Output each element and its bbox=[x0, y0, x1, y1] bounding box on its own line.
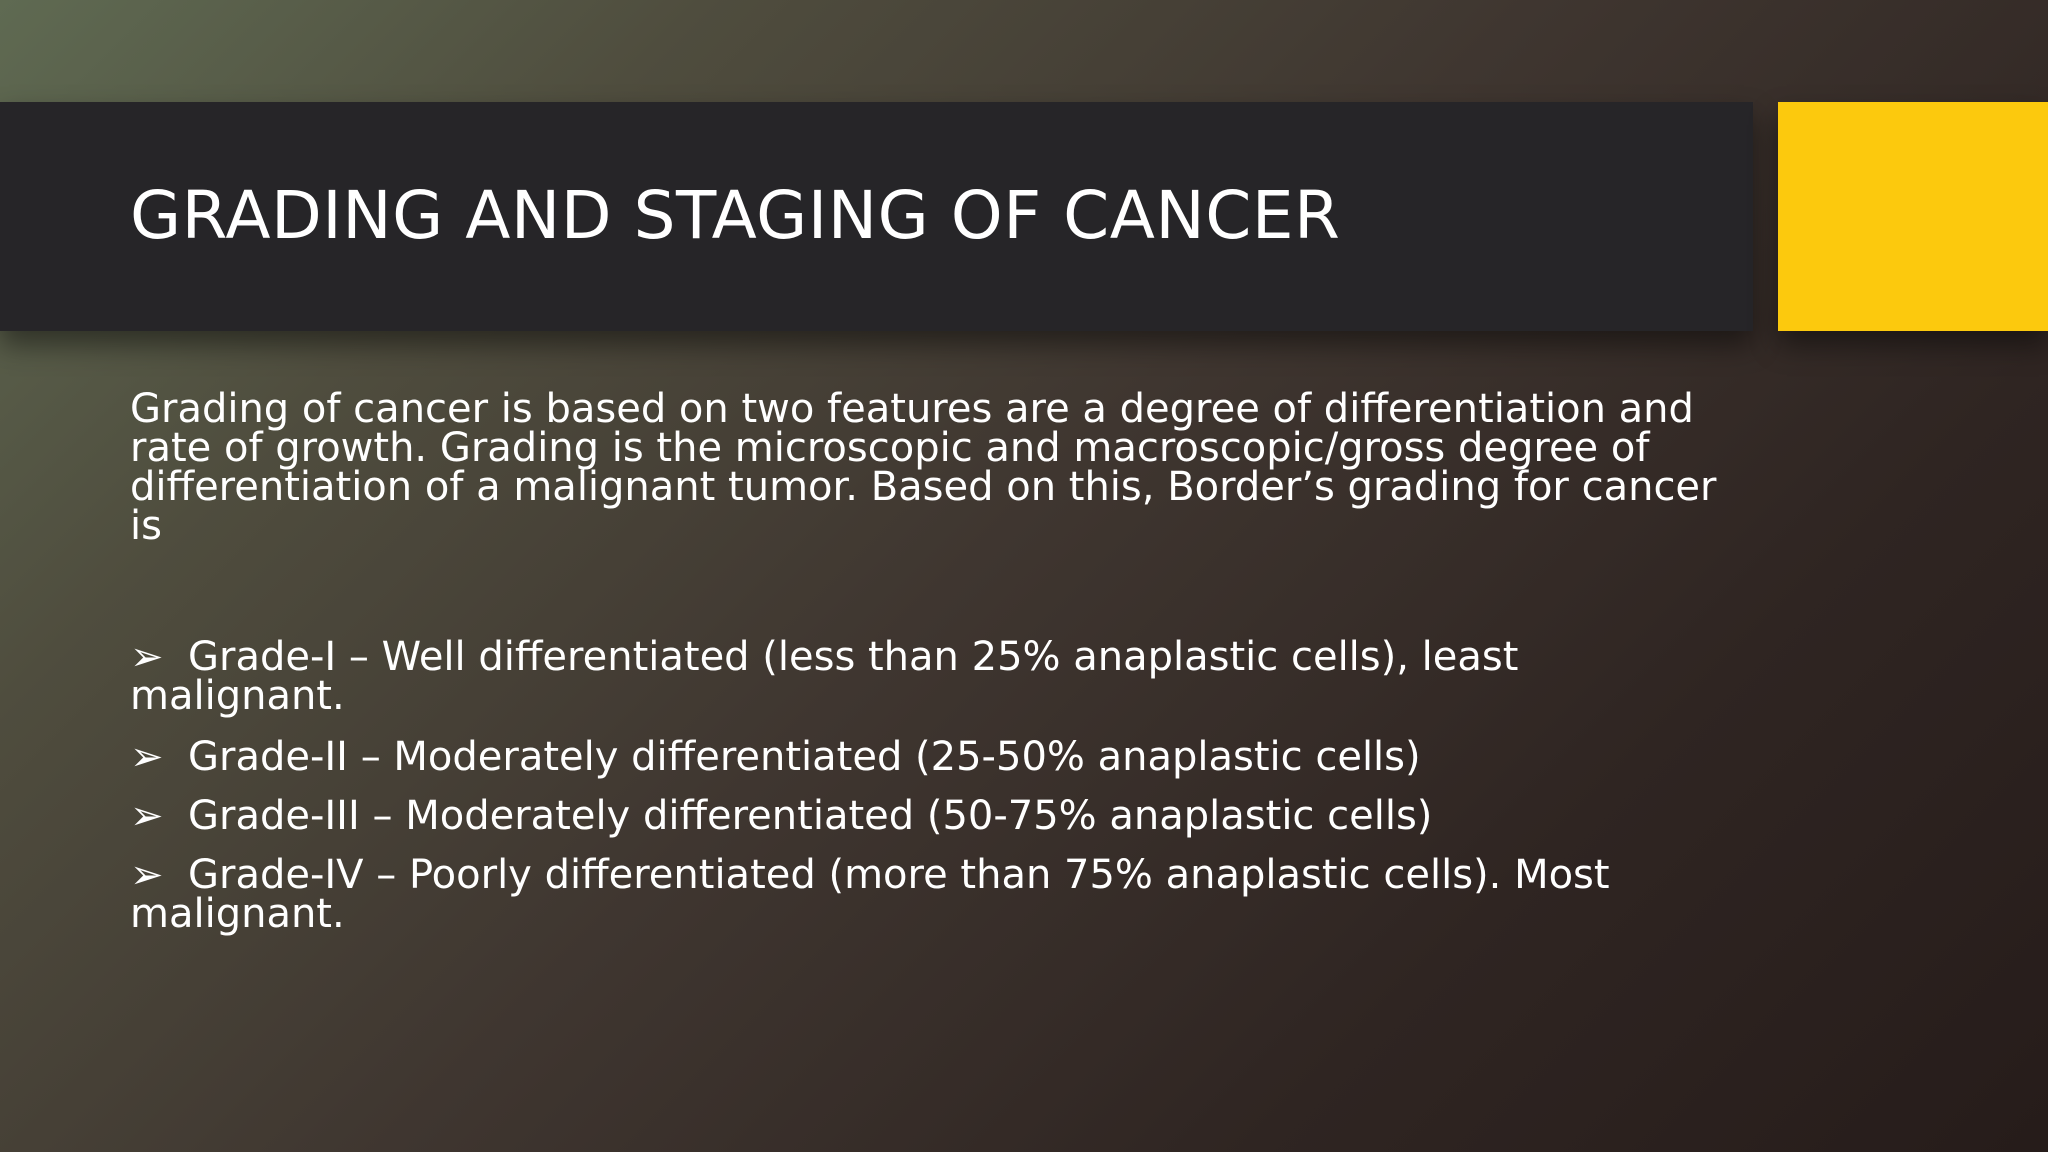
grade-list bbox=[130, 634, 1730, 937]
grade-text: Grade-I – Well differentiated (less than 25% anaplastic cells), least malignant. bbox=[130, 634, 1519, 719]
grade-text: Grade-IV – Poorly differentiated (more than 75% anaplastic cells). Most malignant. bbox=[130, 852, 1610, 937]
slide-body bbox=[130, 386, 1730, 954]
intro-paragraph: Grading of cancer is based on two features are a degree of differentiation and rate of growth. Grading is the microscopic and macroscopic/gross degree of differentiation of a malignant tumor. Based on this, Border’s grading for cancer is bbox=[130, 386, 1717, 549]
list-item bbox=[130, 852, 1730, 937]
grade-text: Grade-II – Moderately differentiated (25-50% anaplastic cells) bbox=[188, 734, 1421, 780]
list-item bbox=[130, 793, 1730, 839]
list-item bbox=[130, 734, 1730, 780]
list-item bbox=[130, 634, 1730, 719]
grade-text: Grade-III – Moderately differentiated (50-75% anaplastic cells) bbox=[188, 793, 1433, 839]
arrowhead-bullet-icon: ➢ bbox=[130, 852, 164, 898]
accent-block bbox=[1778, 102, 2048, 331]
slide-title: GRADING AND STAGING OF CANCER bbox=[130, 177, 1341, 254]
arrowhead-bullet-icon: ➢ bbox=[130, 734, 164, 780]
arrowhead-bullet-icon: ➢ bbox=[130, 634, 164, 680]
arrowhead-bullet-icon: ➢ bbox=[130, 793, 164, 839]
